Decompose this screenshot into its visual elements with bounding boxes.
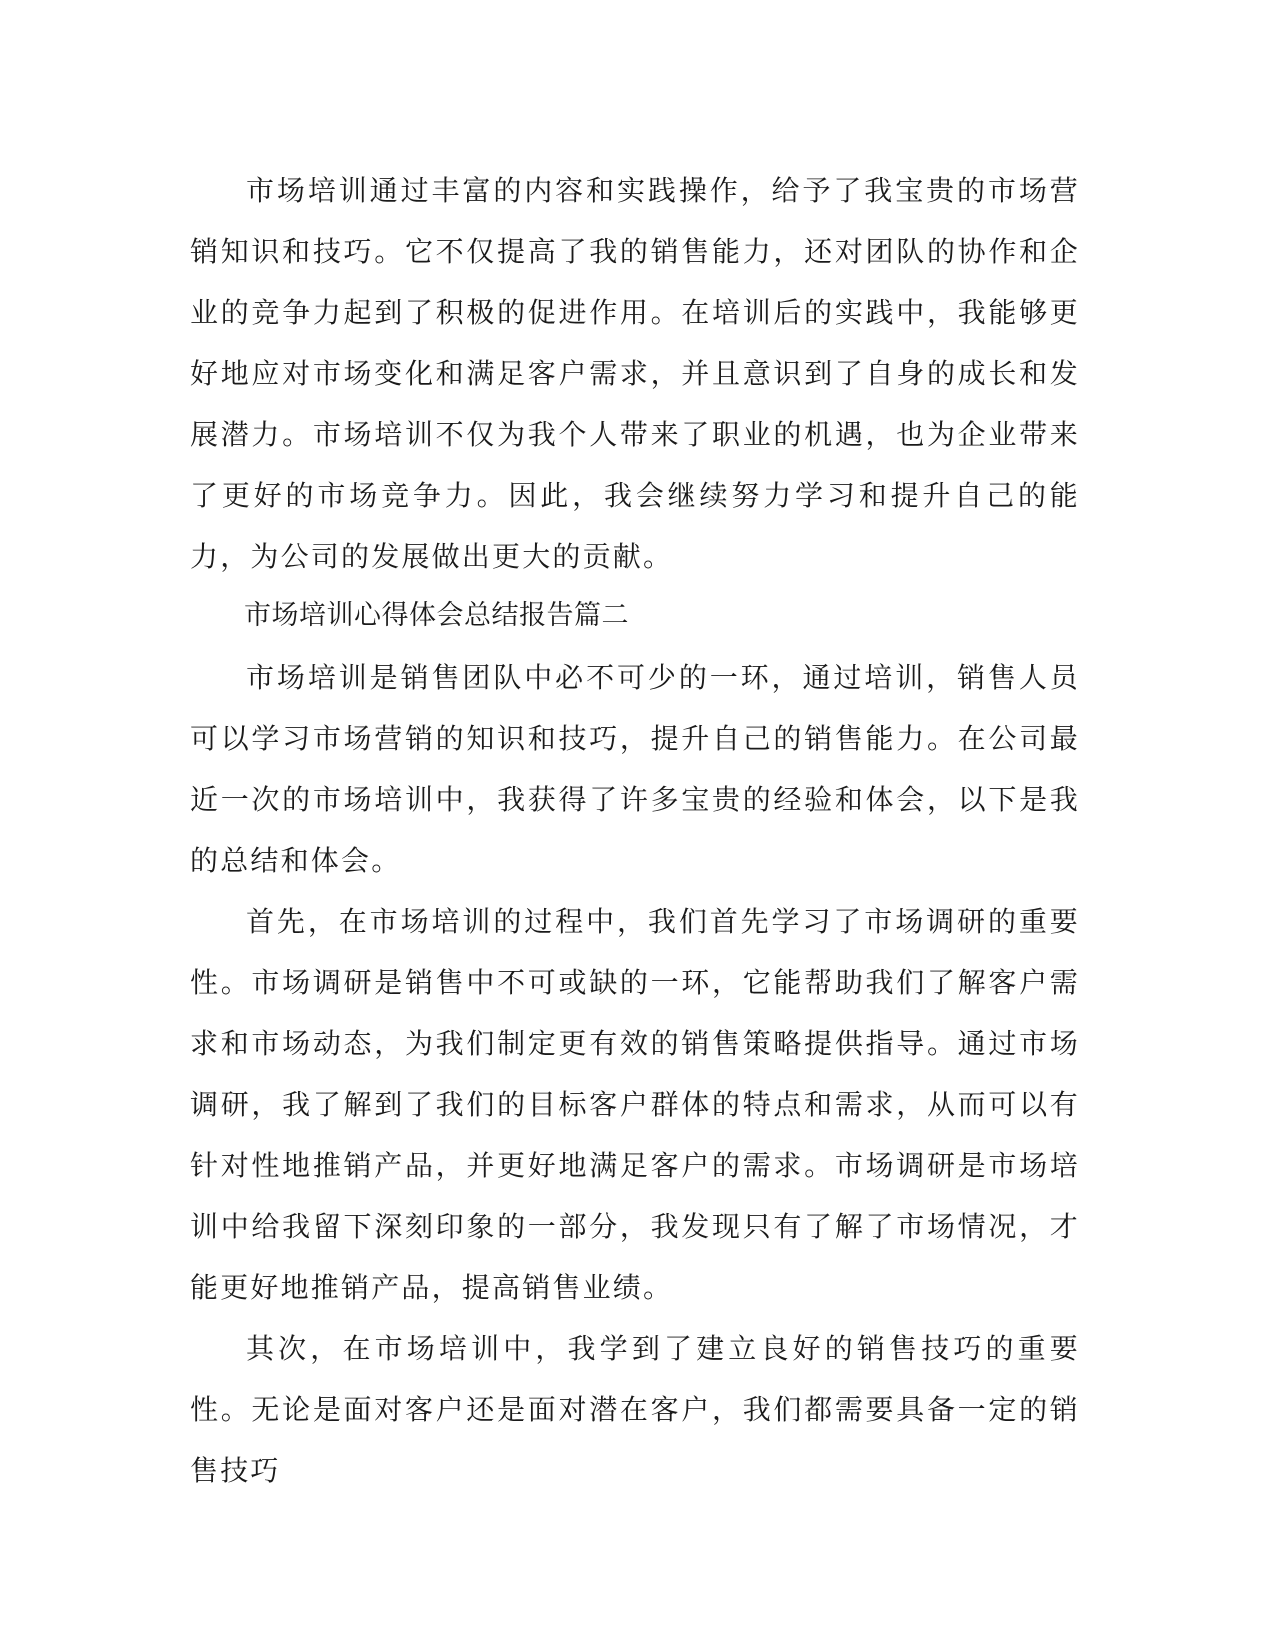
document-body — [190, 160, 1080, 1501]
paragraph-summary: 市场培训通过丰富的内容和实践操作，给予了我宝贵的市场营销知识和技巧。它不仅提高了我的销售能力，还对团队的协作和企业的竞争力起到了积极的促进作用。在培训后的实践中，我能够更好地应对市场变化和满足客户需求，并且意识到了自身的成长和发展潜力。市场培训不仅为我个人带来了职业的机遇，也为企业带来了更好的市场竞争力。因此，我会继续努力学习和提升自己的能力，为公司的发展做出更大的贡献。 — [190, 174, 1080, 573]
paragraph-second-point: 其次，在市场培训中，我学到了建立良好的销售技巧的重要性。无论是面对客户还是面对潜在客户，我们都需要具备一定的销售技巧 — [190, 1332, 1080, 1487]
paragraph-intro: 市场培训是销售团队中必不可少的一环，通过培训，销售人员可以学习市场营销的知识和技巧，提升自己的销售能力。在公司最近一次的市场培训中，我获得了许多宝贵的经验和体会，以下是我的总结和体会。 — [190, 661, 1080, 877]
section-heading: 市场培训心得体会总结报告篇二 — [244, 600, 629, 631]
paragraph-first-point: 首先，在市场培训的过程中，我们首先学习了市场调研的重要性。市场调研是销售中不可或缺的一环，它能帮助我们了解客户需求和市场动态，为我们制定更有效的销售策略提供指导。通过市场调研，我了解到了我们的目标客户群体的特点和需求，从而可以有针对性地推销产品，并更好地满足客户的需求。市场调研是市场培训中给我留下深刻印象的一部分，我发现只有了解了市场情况，才能更好地推销产品，提高销售业绩。 — [190, 905, 1080, 1304]
